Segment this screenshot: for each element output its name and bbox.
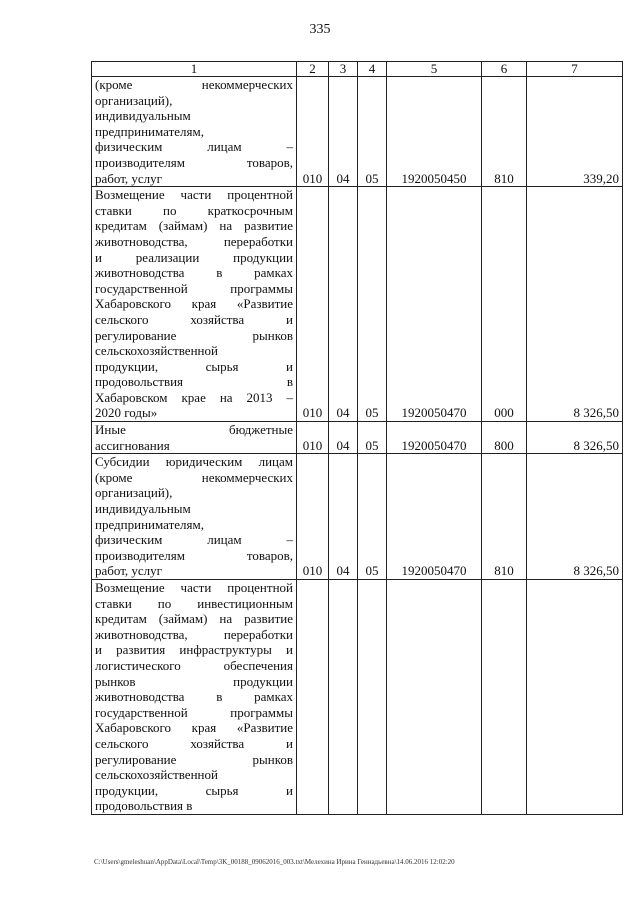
subsection-code-cell: 04: [329, 454, 358, 580]
row-name-line: ставки по краткосрочным: [95, 202, 293, 218]
row-name-cell: [92, 77, 297, 187]
row-name-line: продовольствия в: [95, 374, 293, 390]
file-path-footer: C:\Users\gmeleshuan\AppData\Local\Temp\3K_00188_09062016_003.txt\Мелехина Ирина Геннадьевна\14.06.2016 12:02:20: [94, 858, 455, 866]
subsection2-code-cell: 05: [358, 454, 387, 580]
row-name-line: продовольствия в: [95, 798, 193, 814]
row-name-line: работ, услуг: [95, 563, 163, 579]
section-code-cell: [297, 580, 329, 815]
amount-cell: [527, 580, 623, 815]
row-name-line: физическим лицам –: [95, 139, 293, 155]
target-article-cell: 1920050470: [387, 187, 482, 422]
row-name-line: регулирование рынков: [95, 327, 293, 343]
amount-cell: 339,20: [527, 77, 623, 187]
target-article-cell: 1920050470: [387, 454, 482, 580]
subsection-code-cell: 04: [329, 422, 358, 454]
row-name-line: индивидуальным: [95, 108, 191, 124]
row-name-line: продукции, сырья и: [95, 782, 293, 798]
subsection2-code-cell: 05: [358, 422, 387, 454]
row-name-line: производителям товаров,: [95, 547, 293, 563]
amount-cell: 8 326,50: [527, 422, 623, 454]
column-header: 7: [527, 62, 623, 77]
row-name-line: Хабаровском крае на 2013 –: [95, 389, 293, 405]
row-name-line: (кроме некоммерческих: [95, 77, 293, 92]
column-header: 5: [387, 62, 482, 77]
row-name-line: государственной программы: [95, 280, 293, 296]
column-header: 6: [482, 62, 527, 77]
subsection2-code-cell: 05: [358, 77, 387, 187]
row-name-line: логистического обеспечения: [95, 657, 293, 673]
page-number: 335: [309, 22, 331, 37]
section-code-cell: 010: [297, 454, 329, 580]
row-name-line: животноводства, переработки: [95, 626, 293, 642]
row-name-line: индивидуальным: [95, 501, 191, 517]
row-name-cell: [92, 187, 297, 422]
section-code-cell: 010: [297, 422, 329, 454]
column-header: 2: [297, 62, 329, 77]
row-name-line: кредитам (займам) на развитие: [95, 218, 293, 234]
row-name-line: сельскохозяйственной: [95, 767, 218, 783]
table-row: [92, 77, 623, 187]
row-name-line: ассигнования: [95, 437, 170, 453]
row-name-line: (кроме некоммерческих: [95, 469, 293, 485]
row-name-line: производителям товаров,: [95, 154, 293, 170]
table-row: [92, 422, 623, 454]
column-header: 4: [358, 62, 387, 77]
target-article-cell: [387, 580, 482, 815]
row-name-line: работ, услуг: [95, 170, 163, 186]
row-name-line: сельского хозяйства и: [95, 735, 293, 751]
subsection2-code-cell: 05: [358, 187, 387, 422]
row-name-line: Иные бюджетные: [95, 422, 293, 438]
row-name-line: сельского хозяйства и: [95, 311, 293, 327]
expense-type-cell: 810: [482, 77, 527, 187]
subsection-code-cell: [329, 580, 358, 815]
column-header: 3: [329, 62, 358, 77]
expense-type-cell: [482, 580, 527, 815]
row-name-line: Хабаровского края «Развитие: [95, 720, 293, 736]
amount-cell: 8 326,50: [527, 454, 623, 580]
row-name-line: животноводства в рамках: [95, 689, 293, 705]
row-name-line: и развития инфраструктуры и: [95, 642, 293, 658]
row-name-line: организаций),: [95, 485, 173, 501]
table-row: [92, 454, 623, 580]
row-name-line: Возмещение части процентной: [95, 187, 293, 203]
table-row: [92, 580, 623, 815]
row-name-line: продукции, сырья и: [95, 358, 293, 374]
row-name-line: сельскохозяйственной: [95, 343, 218, 359]
row-name-line: государственной программы: [95, 704, 293, 720]
expense-type-cell: 000: [482, 187, 527, 422]
subsection-code-cell: 04: [329, 77, 358, 187]
section-code-cell: 010: [297, 77, 329, 187]
row-name-line: ставки по инвестиционным: [95, 595, 293, 611]
row-name-cell: [92, 422, 297, 454]
row-name-line: животноводства, переработки: [95, 233, 293, 249]
row-name-line: и реализации продукции: [95, 249, 293, 265]
amount-cell: 8 326,50: [527, 187, 623, 422]
row-name-line: организаций),: [95, 92, 173, 108]
expense-type-cell: 810: [482, 454, 527, 580]
target-article-cell: 1920050450: [387, 77, 482, 187]
table-row: [92, 187, 623, 422]
row-name-line: Возмещение части процентной: [95, 580, 293, 595]
row-name-line: регулирование рынков: [95, 751, 293, 767]
row-name-line: 2020 годы»: [95, 405, 158, 421]
target-article-cell: 1920050470: [387, 422, 482, 454]
row-name-line: физическим лицам –: [95, 532, 293, 548]
table-header-row: [92, 62, 623, 77]
budget-table: [91, 61, 623, 815]
row-name-line: Субсидии юридическим лицам: [95, 454, 293, 470]
row-name-line: предпринимателям,: [95, 123, 204, 139]
row-name-cell: [92, 580, 297, 815]
row-name-line: животноводства в рамках: [95, 265, 293, 281]
row-name-line: рынков продукции: [95, 673, 293, 689]
row-name-line: предпринимателям,: [95, 516, 204, 532]
column-header: 1: [92, 62, 297, 77]
subsection-code-cell: 04: [329, 187, 358, 422]
row-name-cell: [92, 454, 297, 580]
row-name-line: Хабаровского края «Развитие: [95, 296, 293, 312]
subsection2-code-cell: [358, 580, 387, 815]
expense-type-cell: 800: [482, 422, 527, 454]
section-code-cell: 010: [297, 187, 329, 422]
row-name-line: кредитам (займам) на развитие: [95, 611, 293, 627]
